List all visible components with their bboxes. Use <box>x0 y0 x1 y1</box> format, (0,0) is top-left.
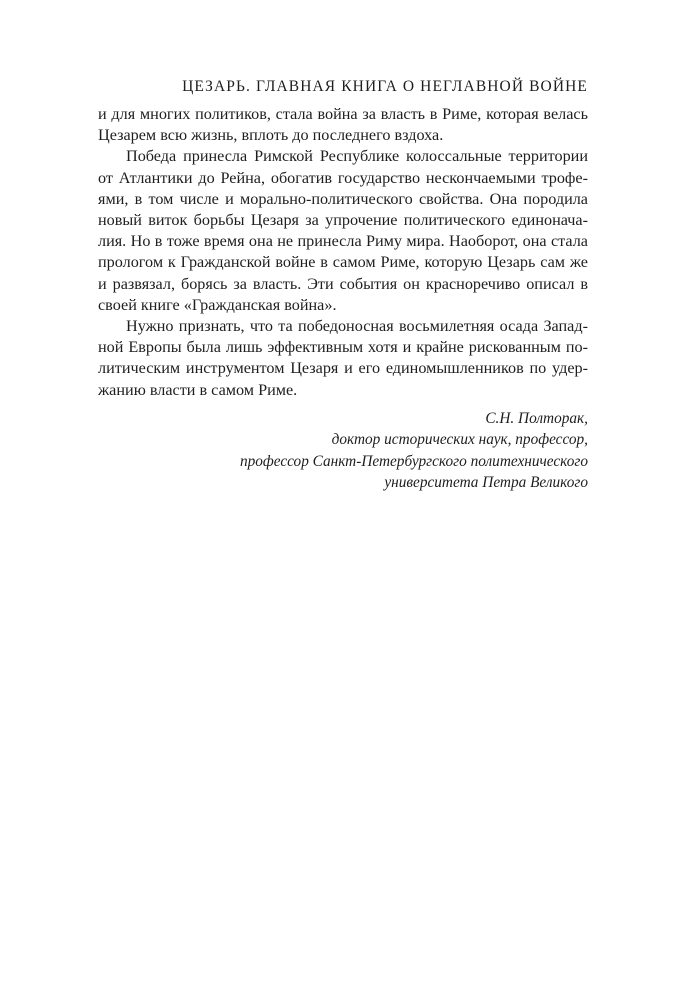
text-line: своей книге «Гражданская война». <box>98 295 337 314</box>
text-line: и развязал, борясь за власть. Эти события он красноречиво описал в <box>98 274 588 293</box>
paragraph-1 <box>98 104 588 146</box>
text-line: литическим инструментом Цезаря и его единомышленников по удер- <box>98 359 588 378</box>
text-line: и для многих политиков, стала война за власть в Риме, которая велась <box>98 105 588 123</box>
text-line: от Атлантики до Рейна, обогатив государство нескончаемыми трофе- <box>98 168 588 187</box>
paragraph-2 <box>98 146 588 316</box>
text-line: Победа принесла Римской Республике колоссальные территории <box>126 147 588 166</box>
text-line: жанию власти в самом Риме. <box>98 380 298 399</box>
body-text <box>98 104 588 401</box>
text-line: ной Европы была лишь эффективным хотя и крайне рискованным по- <box>98 338 588 357</box>
author-institution: университета Петра Великого <box>384 474 588 492</box>
text-line: лия. Но в тоже время она не принесла Риму мира. Наоборот, она стала <box>98 232 588 251</box>
paragraph-3 <box>98 316 588 401</box>
author-name: С.Н. Полторак, <box>485 410 588 427</box>
running-head: ЦЕЗАРЬ. ГЛАВНАЯ КНИГА О НЕГЛАВНОЙ ВОЙНЕ <box>182 78 588 95</box>
author-signature <box>128 408 588 494</box>
author-degree: доктор исторических наук, профессор, <box>331 431 588 449</box>
text-line: новый виток борьбы Цезаря за упрочение политического единонача- <box>98 211 588 230</box>
text-line: Цезарем всю жизнь, вплоть до последнего вздоха. <box>98 126 444 145</box>
author-position: профессор Санкт-Петербургского политехнического <box>239 452 588 470</box>
text-line: прологом к Гражданской войне в самом Риме, которую Цезарь сам же <box>98 253 588 272</box>
text-line: Нужно признать, что та победоносная восьмилетняя осада Запад- <box>126 317 588 336</box>
text-line: ями, в том числе и морально-политического свойства. Она породила <box>98 189 588 208</box>
